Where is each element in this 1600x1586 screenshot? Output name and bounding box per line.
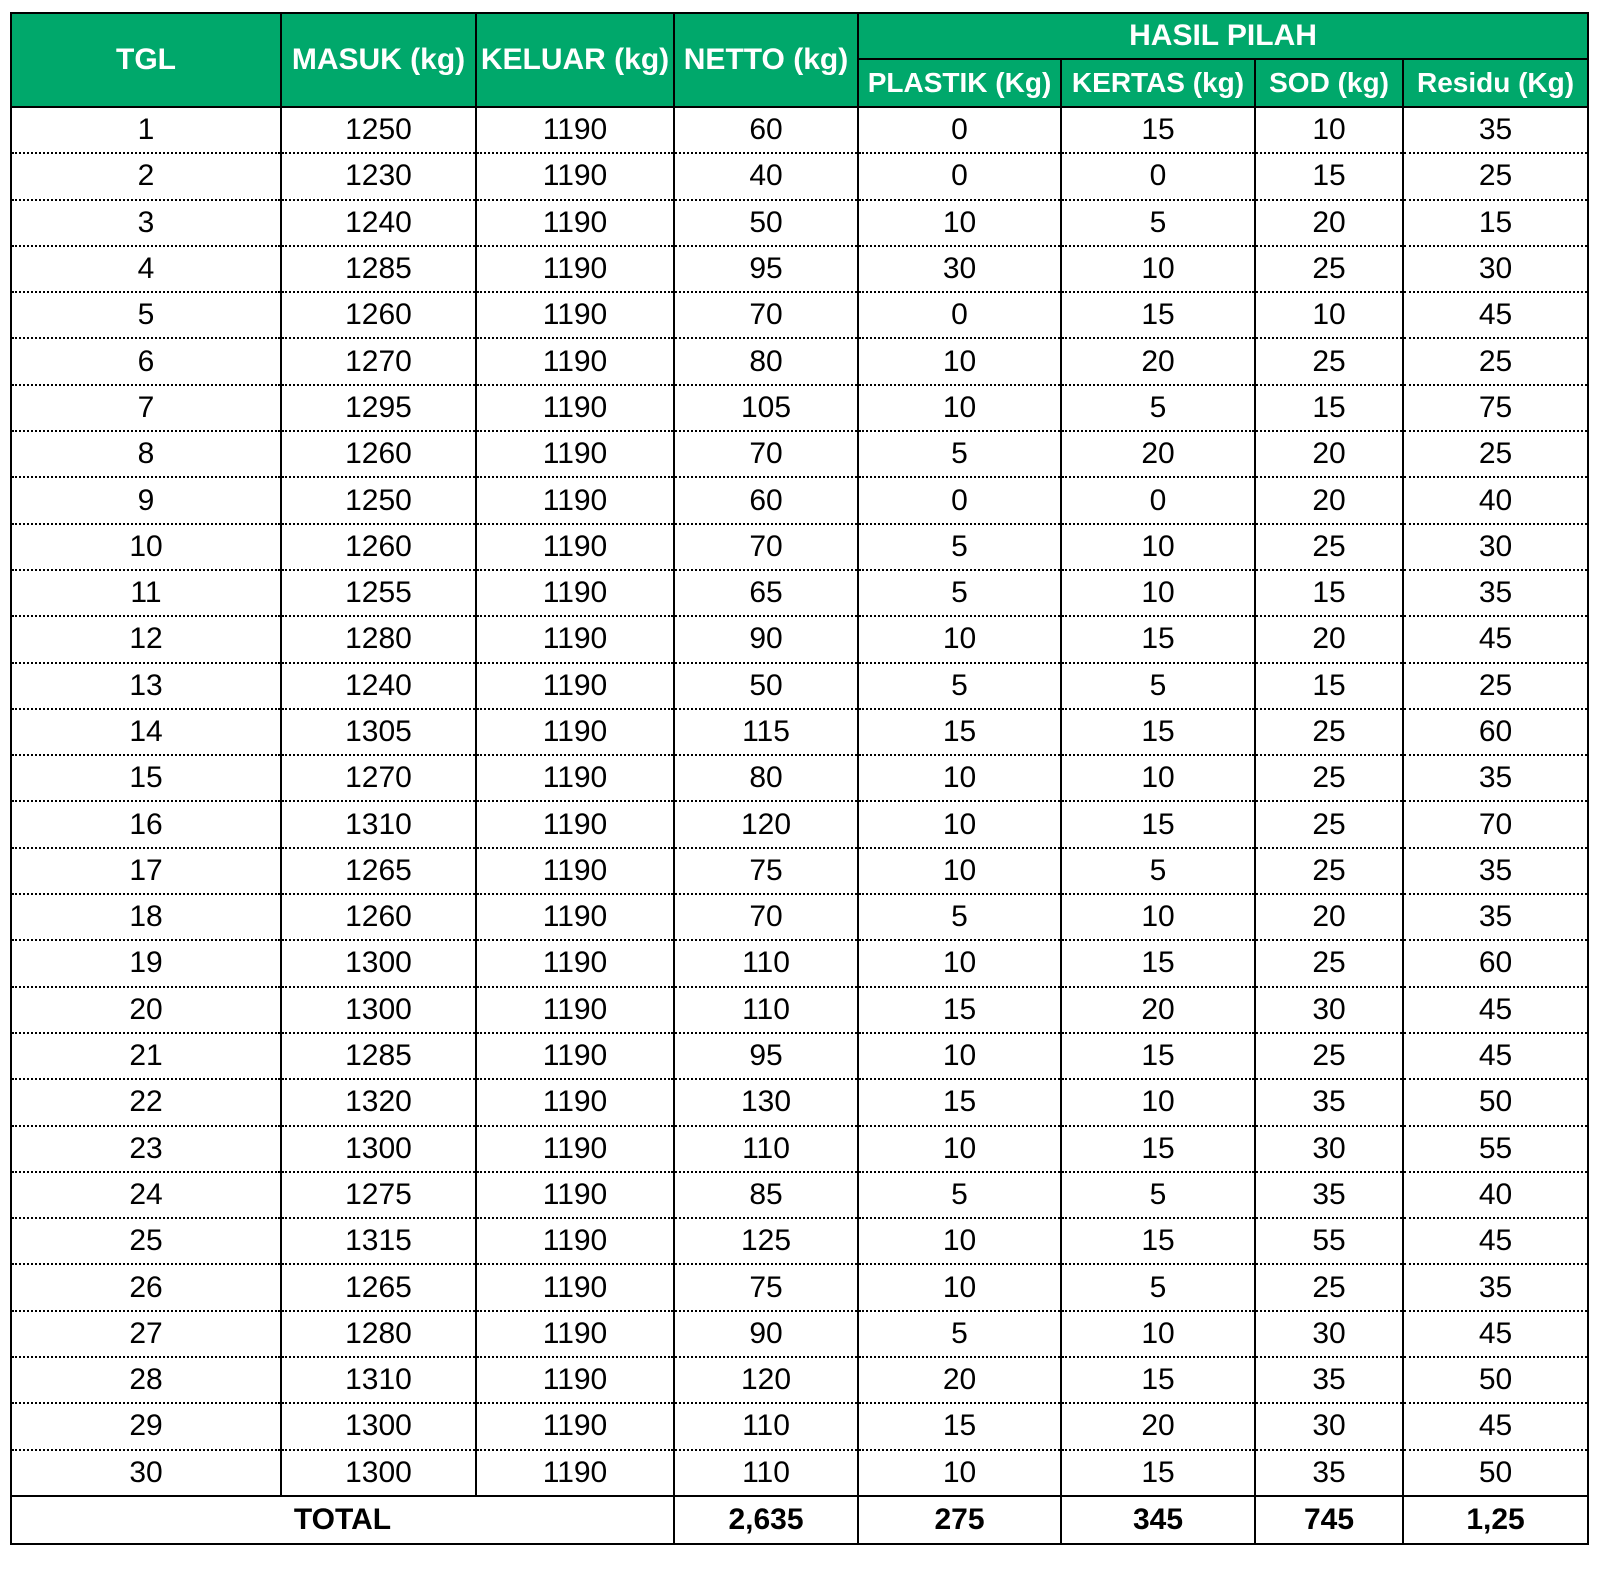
table-row (11, 1126, 1588, 1172)
total-label: TOTAL (11, 1496, 674, 1544)
cell-kertas: 15 (1061, 801, 1255, 847)
cell-sod: 20 (1255, 200, 1403, 246)
table-row (11, 1218, 1588, 1264)
cell-residu: 75 (1403, 385, 1588, 431)
table-row (11, 570, 1588, 616)
cell-masuk: 1300 (281, 987, 476, 1033)
header-keluar: KELUAR (kg) (476, 13, 674, 107)
cell-sod: 15 (1255, 570, 1403, 616)
cell-keluar: 1190 (476, 200, 674, 246)
table-row (11, 1033, 1588, 1079)
header-plastik: PLASTIK (Kg) (858, 59, 1061, 107)
cell-tgl: 6 (11, 338, 281, 384)
cell-residu: 60 (1403, 940, 1588, 986)
table-footer (11, 1496, 1588, 1544)
cell-kertas: 15 (1061, 940, 1255, 986)
cell-residu: 40 (1403, 1172, 1588, 1218)
cell-masuk: 1300 (281, 1126, 476, 1172)
cell-sod: 20 (1255, 431, 1403, 477)
table-row (11, 1450, 1588, 1496)
table-row (11, 894, 1588, 940)
cell-residu: 15 (1403, 200, 1588, 246)
cell-sod: 35 (1255, 1172, 1403, 1218)
header-tgl: TGL (11, 13, 281, 107)
table-row (11, 755, 1588, 801)
cell-kertas: 10 (1061, 1311, 1255, 1357)
cell-plastik: 0 (858, 292, 1061, 338)
cell-kertas: 5 (1061, 848, 1255, 894)
cell-masuk: 1320 (281, 1079, 476, 1125)
cell-residu: 25 (1403, 663, 1588, 709)
cell-netto: 80 (674, 338, 858, 384)
header-masuk: MASUK (kg) (281, 13, 476, 107)
cell-sod: 15 (1255, 663, 1403, 709)
cell-masuk: 1300 (281, 940, 476, 986)
cell-tgl: 19 (11, 940, 281, 986)
cell-residu: 70 (1403, 801, 1588, 847)
cell-keluar: 1190 (476, 663, 674, 709)
cell-kertas: 0 (1061, 477, 1255, 523)
cell-netto: 95 (674, 1033, 858, 1079)
cell-kertas: 20 (1061, 987, 1255, 1033)
cell-masuk: 1280 (281, 616, 476, 662)
cell-masuk: 1260 (281, 894, 476, 940)
cell-tgl: 13 (11, 663, 281, 709)
cell-plastik: 10 (858, 755, 1061, 801)
table-row (11, 200, 1588, 246)
table-row (11, 385, 1588, 431)
cell-kertas: 15 (1061, 1357, 1255, 1403)
cell-tgl: 12 (11, 616, 281, 662)
header-netto: NETTO (kg) (674, 13, 858, 107)
cell-residu: 35 (1403, 1264, 1588, 1310)
cell-tgl: 7 (11, 385, 281, 431)
table-row (11, 616, 1588, 662)
cell-netto: 70 (674, 431, 858, 477)
cell-masuk: 1265 (281, 1264, 476, 1310)
table-row (11, 524, 1588, 570)
cell-sod: 25 (1255, 524, 1403, 570)
table-row (11, 153, 1588, 199)
cell-plastik: 0 (858, 477, 1061, 523)
cell-masuk: 1240 (281, 200, 476, 246)
cell-keluar: 1190 (476, 616, 674, 662)
cell-netto: 40 (674, 153, 858, 199)
cell-netto: 120 (674, 1357, 858, 1403)
cell-masuk: 1315 (281, 1218, 476, 1264)
table-row (11, 338, 1588, 384)
cell-tgl: 28 (11, 1357, 281, 1403)
cell-plastik: 5 (858, 524, 1061, 570)
cell-residu: 35 (1403, 107, 1588, 153)
cell-keluar: 1190 (476, 709, 674, 755)
cell-plastik: 5 (858, 431, 1061, 477)
total-plastik: 275 (858, 1496, 1061, 1544)
cell-masuk: 1285 (281, 246, 476, 292)
cell-sod: 20 (1255, 477, 1403, 523)
cell-netto: 130 (674, 1079, 858, 1125)
table-row (11, 709, 1588, 755)
cell-residu: 45 (1403, 1033, 1588, 1079)
cell-sod: 25 (1255, 848, 1403, 894)
cell-netto: 95 (674, 246, 858, 292)
cell-plastik: 30 (858, 246, 1061, 292)
cell-netto: 75 (674, 1264, 858, 1310)
cell-plastik: 20 (858, 1357, 1061, 1403)
table-row (11, 940, 1588, 986)
cell-plastik: 5 (858, 1311, 1061, 1357)
cell-kertas: 0 (1061, 153, 1255, 199)
cell-masuk: 1230 (281, 153, 476, 199)
table-row (11, 987, 1588, 1033)
table-row (11, 663, 1588, 709)
cell-sod: 25 (1255, 1033, 1403, 1079)
cell-sod: 15 (1255, 385, 1403, 431)
cell-netto: 110 (674, 940, 858, 986)
cell-plastik: 10 (858, 385, 1061, 431)
cell-plastik: 5 (858, 894, 1061, 940)
cell-kertas: 15 (1061, 292, 1255, 338)
cell-netto: 110 (674, 987, 858, 1033)
cell-residu: 35 (1403, 570, 1588, 616)
cell-tgl: 17 (11, 848, 281, 894)
cell-keluar: 1190 (476, 431, 674, 477)
cell-plastik: 10 (858, 338, 1061, 384)
cell-keluar: 1190 (476, 338, 674, 384)
cell-keluar: 1190 (476, 848, 674, 894)
cell-kertas: 10 (1061, 755, 1255, 801)
cell-residu: 45 (1403, 1218, 1588, 1264)
cell-kertas: 15 (1061, 616, 1255, 662)
cell-netto: 105 (674, 385, 858, 431)
cell-kertas: 15 (1061, 1450, 1255, 1496)
cell-keluar: 1190 (476, 153, 674, 199)
cell-tgl: 4 (11, 246, 281, 292)
cell-kertas: 10 (1061, 1079, 1255, 1125)
total-row (11, 1496, 1588, 1544)
table-row (11, 1264, 1588, 1310)
cell-tgl: 29 (11, 1403, 281, 1449)
cell-tgl: 27 (11, 1311, 281, 1357)
cell-kertas: 10 (1061, 246, 1255, 292)
cell-tgl: 26 (11, 1264, 281, 1310)
cell-netto: 125 (674, 1218, 858, 1264)
cell-netto: 110 (674, 1403, 858, 1449)
cell-netto: 60 (674, 107, 858, 153)
cell-keluar: 1190 (476, 755, 674, 801)
table-row (11, 1311, 1588, 1357)
cell-keluar: 1190 (476, 1079, 674, 1125)
cell-sod: 25 (1255, 246, 1403, 292)
table-row (11, 107, 1588, 153)
cell-sod: 30 (1255, 1311, 1403, 1357)
cell-tgl: 2 (11, 153, 281, 199)
cell-sod: 20 (1255, 616, 1403, 662)
cell-residu: 55 (1403, 1126, 1588, 1172)
table-row (11, 477, 1588, 523)
cell-masuk: 1270 (281, 755, 476, 801)
cell-tgl: 5 (11, 292, 281, 338)
cell-masuk: 1305 (281, 709, 476, 755)
cell-keluar: 1190 (476, 1403, 674, 1449)
cell-masuk: 1295 (281, 385, 476, 431)
cell-plastik: 10 (858, 1126, 1061, 1172)
cell-netto: 90 (674, 1311, 858, 1357)
cell-tgl: 9 (11, 477, 281, 523)
cell-kertas: 15 (1061, 1033, 1255, 1079)
total-sod: 745 (1255, 1496, 1403, 1544)
cell-tgl: 23 (11, 1126, 281, 1172)
cell-netto: 110 (674, 1126, 858, 1172)
cell-kertas: 20 (1061, 338, 1255, 384)
cell-tgl: 18 (11, 894, 281, 940)
cell-masuk: 1285 (281, 1033, 476, 1079)
header-hasil-pilah: HASIL PILAH (858, 13, 1588, 59)
cell-keluar: 1190 (476, 1264, 674, 1310)
cell-sod: 35 (1255, 1357, 1403, 1403)
cell-netto: 115 (674, 709, 858, 755)
cell-masuk: 1260 (281, 431, 476, 477)
table-body (11, 107, 1588, 1496)
cell-keluar: 1190 (476, 477, 674, 523)
cell-keluar: 1190 (476, 1218, 674, 1264)
cell-kertas: 20 (1061, 431, 1255, 477)
cell-residu: 45 (1403, 1403, 1588, 1449)
cell-kertas: 15 (1061, 1126, 1255, 1172)
cell-residu: 30 (1403, 524, 1588, 570)
cell-sod: 20 (1255, 894, 1403, 940)
cell-netto: 70 (674, 292, 858, 338)
cell-plastik: 10 (858, 1450, 1061, 1496)
cell-tgl: 11 (11, 570, 281, 616)
cell-tgl: 22 (11, 1079, 281, 1125)
cell-netto: 85 (674, 1172, 858, 1218)
cell-keluar: 1190 (476, 385, 674, 431)
cell-tgl: 20 (11, 987, 281, 1033)
table-header (11, 13, 1588, 107)
cell-residu: 50 (1403, 1079, 1588, 1125)
cell-keluar: 1190 (476, 1033, 674, 1079)
cell-keluar: 1190 (476, 801, 674, 847)
cell-residu: 25 (1403, 431, 1588, 477)
cell-masuk: 1310 (281, 1357, 476, 1403)
cell-masuk: 1275 (281, 1172, 476, 1218)
cell-tgl: 21 (11, 1033, 281, 1079)
cell-masuk: 1250 (281, 477, 476, 523)
cell-plastik: 10 (858, 801, 1061, 847)
cell-kertas: 15 (1061, 107, 1255, 153)
cell-residu: 35 (1403, 755, 1588, 801)
cell-keluar: 1190 (476, 987, 674, 1033)
cell-tgl: 16 (11, 801, 281, 847)
cell-netto: 50 (674, 663, 858, 709)
table-row (11, 801, 1588, 847)
cell-sod: 30 (1255, 987, 1403, 1033)
cell-netto: 90 (674, 616, 858, 662)
cell-sod: 25 (1255, 338, 1403, 384)
cell-residu: 40 (1403, 477, 1588, 523)
cell-tgl: 15 (11, 755, 281, 801)
cell-keluar: 1190 (476, 1357, 674, 1403)
cell-masuk: 1300 (281, 1403, 476, 1449)
cell-netto: 110 (674, 1450, 858, 1496)
cell-tgl: 24 (11, 1172, 281, 1218)
cell-keluar: 1190 (476, 1172, 674, 1218)
cell-residu: 25 (1403, 338, 1588, 384)
cell-masuk: 1265 (281, 848, 476, 894)
cell-masuk: 1310 (281, 801, 476, 847)
cell-tgl: 8 (11, 431, 281, 477)
cell-residu: 35 (1403, 894, 1588, 940)
cell-kertas: 10 (1061, 524, 1255, 570)
cell-plastik: 15 (858, 987, 1061, 1033)
cell-residu: 30 (1403, 246, 1588, 292)
cell-keluar: 1190 (476, 894, 674, 940)
table-row (11, 1172, 1588, 1218)
cell-kertas: 10 (1061, 570, 1255, 616)
cell-tgl: 25 (11, 1218, 281, 1264)
header-residu: Residu (Kg) (1403, 59, 1588, 107)
cell-netto: 70 (674, 894, 858, 940)
total-residu: 1,25 (1403, 1496, 1588, 1544)
cell-sod: 25 (1255, 801, 1403, 847)
cell-masuk: 1255 (281, 570, 476, 616)
cell-sod: 35 (1255, 1450, 1403, 1496)
cell-plastik: 10 (858, 616, 1061, 662)
cell-masuk: 1240 (281, 663, 476, 709)
table-row (11, 848, 1588, 894)
cell-masuk: 1250 (281, 107, 476, 153)
cell-plastik: 0 (858, 153, 1061, 199)
header-kertas: KERTAS (kg) (1061, 59, 1255, 107)
cell-kertas: 5 (1061, 385, 1255, 431)
table-row (11, 1403, 1588, 1449)
cell-kertas: 5 (1061, 663, 1255, 709)
cell-sod: 25 (1255, 755, 1403, 801)
table-row (11, 1357, 1588, 1403)
cell-keluar: 1190 (476, 1126, 674, 1172)
cell-netto: 70 (674, 524, 858, 570)
cell-residu: 35 (1403, 848, 1588, 894)
cell-masuk: 1260 (281, 524, 476, 570)
cell-netto: 80 (674, 755, 858, 801)
cell-masuk: 1300 (281, 1450, 476, 1496)
cell-keluar: 1190 (476, 570, 674, 616)
cell-keluar: 1190 (476, 292, 674, 338)
cell-residu: 50 (1403, 1357, 1588, 1403)
cell-keluar: 1190 (476, 940, 674, 986)
cell-residu: 45 (1403, 1311, 1588, 1357)
cell-sod: 15 (1255, 153, 1403, 199)
table-row (11, 292, 1588, 338)
cell-keluar: 1190 (476, 107, 674, 153)
cell-tgl: 10 (11, 524, 281, 570)
table-row (11, 431, 1588, 477)
cell-netto: 50 (674, 200, 858, 246)
cell-keluar: 1190 (476, 1450, 674, 1496)
cell-plastik: 15 (858, 709, 1061, 755)
cell-sod: 55 (1255, 1218, 1403, 1264)
cell-sod: 10 (1255, 107, 1403, 153)
total-kertas: 345 (1061, 1496, 1255, 1544)
cell-masuk: 1260 (281, 292, 476, 338)
cell-tgl: 30 (11, 1450, 281, 1496)
cell-residu: 60 (1403, 709, 1588, 755)
waste-table-container (10, 12, 1587, 1545)
cell-sod: 25 (1255, 709, 1403, 755)
cell-sod: 30 (1255, 1403, 1403, 1449)
waste-sorting-table (10, 12, 1589, 1545)
cell-plastik: 15 (858, 1079, 1061, 1125)
cell-plastik: 10 (858, 1264, 1061, 1310)
cell-keluar: 1190 (476, 1311, 674, 1357)
cell-residu: 45 (1403, 292, 1588, 338)
cell-kertas: 15 (1061, 1218, 1255, 1264)
cell-tgl: 14 (11, 709, 281, 755)
cell-sod: 10 (1255, 292, 1403, 338)
cell-masuk: 1280 (281, 1311, 476, 1357)
table-row (11, 1079, 1588, 1125)
cell-masuk: 1270 (281, 338, 476, 384)
cell-plastik: 5 (858, 1172, 1061, 1218)
cell-netto: 65 (674, 570, 858, 616)
header-sod: SOD (kg) (1255, 59, 1403, 107)
cell-plastik: 5 (858, 663, 1061, 709)
cell-residu: 45 (1403, 987, 1588, 1033)
cell-kertas: 5 (1061, 200, 1255, 246)
cell-kertas: 10 (1061, 894, 1255, 940)
cell-plastik: 10 (858, 200, 1061, 246)
cell-plastik: 5 (858, 570, 1061, 616)
table-row (11, 246, 1588, 292)
cell-netto: 120 (674, 801, 858, 847)
cell-sod: 25 (1255, 1264, 1403, 1310)
cell-kertas: 5 (1061, 1264, 1255, 1310)
cell-residu: 50 (1403, 1450, 1588, 1496)
cell-plastik: 10 (858, 940, 1061, 986)
cell-tgl: 1 (11, 107, 281, 153)
cell-kertas: 20 (1061, 1403, 1255, 1449)
cell-tgl: 3 (11, 200, 281, 246)
cell-netto: 75 (674, 848, 858, 894)
cell-plastik: 10 (858, 848, 1061, 894)
cell-plastik: 10 (858, 1033, 1061, 1079)
total-netto: 2,635 (674, 1496, 858, 1544)
cell-plastik: 10 (858, 1218, 1061, 1264)
cell-plastik: 15 (858, 1403, 1061, 1449)
cell-plastik: 0 (858, 107, 1061, 153)
cell-sod: 30 (1255, 1126, 1403, 1172)
cell-netto: 60 (674, 477, 858, 523)
cell-keluar: 1190 (476, 524, 674, 570)
cell-kertas: 5 (1061, 1172, 1255, 1218)
cell-keluar: 1190 (476, 246, 674, 292)
cell-sod: 25 (1255, 940, 1403, 986)
cell-residu: 45 (1403, 616, 1588, 662)
cell-residu: 25 (1403, 153, 1588, 199)
cell-sod: 35 (1255, 1079, 1403, 1125)
cell-kertas: 15 (1061, 709, 1255, 755)
